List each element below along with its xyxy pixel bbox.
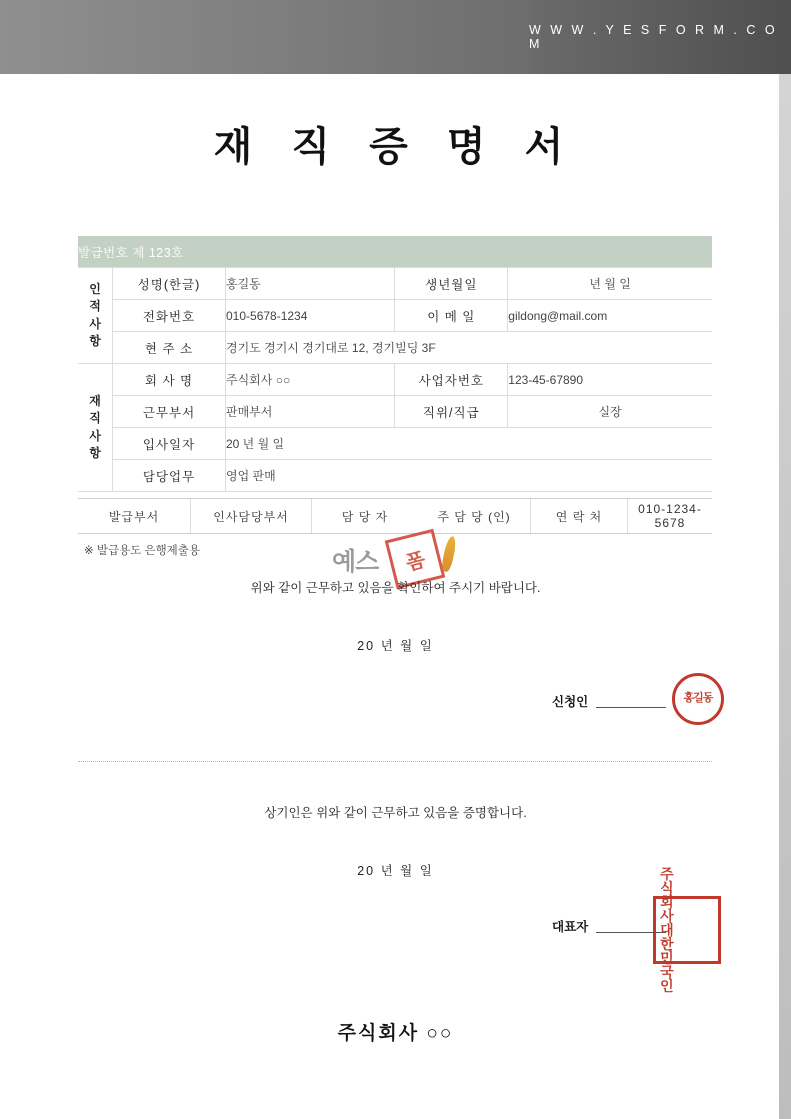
- watermark-text: 예스: [332, 548, 379, 576]
- field-value-phone[interactable]: 010-5678-1234: [226, 300, 395, 332]
- field-value-department[interactable]: 판매부서: [226, 396, 395, 428]
- applicant-label: 신청인: [552, 695, 589, 709]
- field-value-position[interactable]: 실장: [508, 396, 712, 428]
- field-label-position: 직위/직급: [395, 396, 508, 428]
- applicant-stamp-icon: 홍길동: [672, 673, 724, 725]
- issue-value-handler[interactable]: 주 담 당 (인): [418, 499, 531, 534]
- top-banner: [0, 0, 791, 74]
- section-divider: [78, 761, 712, 762]
- site-url-text: W W W . Y E S F O R M . C O M: [529, 23, 778, 51]
- table-row: [78, 428, 712, 460]
- date-line-applicant[interactable]: 20 년 월 일: [357, 639, 434, 653]
- group-label-employment: 재 직 사 항: [78, 364, 113, 492]
- field-label-birth: 생년월일: [395, 268, 508, 300]
- field-label-phone: 전화번호: [113, 300, 226, 332]
- field-value-hire-date[interactable]: 20 년 월 일: [226, 428, 713, 460]
- table-row: [78, 300, 712, 332]
- field-label-department: 근무부서: [113, 396, 226, 428]
- personal-info-table: [78, 236, 712, 492]
- field-value-email[interactable]: gildong@mail.com: [508, 300, 712, 332]
- table-row: [78, 364, 712, 396]
- table-row: [78, 499, 712, 534]
- field-value-name[interactable]: 홍길동: [226, 268, 395, 300]
- issue-value-department[interactable]: 인사담당부서: [191, 499, 312, 534]
- page-title: 재 직 증 명 서: [213, 125, 578, 169]
- site-url-badge: [529, 0, 791, 74]
- table-header-row: [78, 236, 712, 268]
- issue-label-handler: 담 당 자: [312, 499, 419, 534]
- watermark-seal-icon: 폼: [385, 529, 446, 590]
- field-label-biz-number: 사업자번호: [395, 364, 508, 396]
- field-label-name: 성명(한글): [113, 268, 226, 300]
- field-label-company: 회 사 명: [113, 364, 226, 396]
- field-label-email: 이 메 일: [395, 300, 508, 332]
- field-label-duty: 담당업무: [113, 460, 226, 492]
- field-value-address[interactable]: 경기도 경기시 경기대로 12, 경기빌딩 3F: [226, 332, 713, 364]
- field-value-company[interactable]: 주식회사 ○○: [226, 364, 395, 396]
- field-value-duty[interactable]: 영업 판매: [226, 460, 713, 492]
- representative-signature-row: [552, 917, 666, 935]
- issue-label-department: 발급부서: [78, 499, 191, 534]
- watermark-brush-icon: [440, 535, 457, 572]
- table-row: [78, 332, 712, 364]
- table-row: [78, 268, 712, 300]
- field-label-hire-date: 입사일자: [113, 428, 226, 460]
- representative-stamp-text: 주식회사대한민국인: [660, 866, 673, 994]
- field-value-birth[interactable]: 년 월 일: [508, 268, 712, 300]
- date-line-representative[interactable]: 20 년 월 일: [357, 864, 434, 878]
- statement-request: 위와 같이 근무하고 있음을 확인하여 주시기 바랍니다.: [250, 581, 541, 595]
- representative-stamp-icon: [653, 866, 721, 994]
- field-label-address: 현 주 소: [113, 332, 226, 364]
- company-footer: 주식회사 ○○: [337, 1023, 454, 1044]
- table-row: [78, 460, 712, 492]
- applicant-signature-line[interactable]: [596, 697, 666, 708]
- statement-certify: 상기인은 위와 같이 근무하고 있음을 증명합니다.: [264, 806, 527, 820]
- table-row: [78, 396, 712, 428]
- field-value-biz-number[interactable]: 123-45-67890: [508, 364, 712, 396]
- issue-label-contact: 연 락 처: [531, 499, 628, 534]
- applicant-signature-row: [552, 692, 666, 710]
- usage-note: ※ 발급용도 은행제출용: [84, 545, 201, 557]
- right-edge-stripe: [779, 74, 791, 1119]
- issue-value-contact[interactable]: 010-1234-5678: [628, 499, 713, 534]
- issue-number-label: 발급번호 제 123호: [78, 236, 712, 268]
- group-label-personal: 인 적 사 항: [78, 268, 113, 364]
- representative-label: 대표자: [552, 920, 589, 934]
- issuing-department-table: [78, 498, 712, 534]
